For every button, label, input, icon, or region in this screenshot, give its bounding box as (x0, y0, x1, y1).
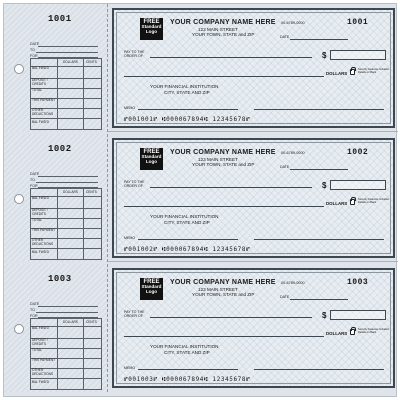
ledger-label: OTHER DEDUCTIONS (32, 108, 54, 116)
company-logo (140, 18, 163, 40)
stub-to-line[interactable] (36, 182, 98, 183)
security-features-text: Security Features Included. Details on Back. (358, 198, 390, 204)
ledger-cents-header: CENTS (86, 320, 97, 324)
payee-field[interactable] (150, 187, 312, 188)
micr-line: ⑈001003⑈ ⑆000067894⑆ 12345678⑈ (124, 376, 251, 383)
ledger-label: THIS PAYMENT (32, 228, 56, 232)
dollars-label: DOLLARS (326, 201, 348, 206)
ledger-label: THIS PAYMENT (32, 98, 56, 102)
memo-label: MEMO (124, 236, 136, 240)
bank-city: CITY, STATE AND ZIP (164, 350, 210, 355)
signature-field[interactable] (254, 239, 384, 240)
check-face (112, 8, 395, 128)
logo-line: Logo (145, 288, 158, 294)
security-features-text: Security Features Included. Details on Back. (358, 68, 390, 74)
company-city-state-zip: YOUR TOWN, STATE and ZIP (192, 162, 255, 167)
signature-field[interactable] (254, 109, 384, 110)
ledger-cents-header: CENTS (86, 60, 97, 64)
routing-fraction: 00-6789-0000 (281, 151, 305, 155)
pay-to-label-line: PAY TO THE (124, 50, 145, 54)
company-name: YOUR COMPANY NAME HERE (170, 279, 276, 286)
check-number: 1003 (347, 278, 369, 287)
bank-name: YOUR FINANCIAL INSTITUTION (150, 214, 219, 219)
stub-ledger (30, 318, 102, 390)
company-address: 123 MAIN STREET (198, 157, 238, 162)
ledger-row-divider (31, 378, 101, 379)
stub-ledger (30, 188, 102, 260)
binder-hole (14, 194, 24, 204)
stub-date-line[interactable] (38, 46, 98, 47)
payee-field[interactable] (150, 57, 312, 58)
ledger-label: THIS PAYMENT (32, 358, 56, 362)
stub-to-label: TO (30, 308, 35, 312)
pay-to-label-line: PAY TO THE (124, 180, 145, 184)
stub-to-line[interactable] (36, 52, 98, 53)
ledger-label: TOTAL (32, 218, 42, 222)
date-field[interactable] (290, 299, 348, 300)
dollar-sign: $ (322, 51, 327, 60)
logo-line: Logo (145, 28, 158, 34)
ledger-cents-header: CENTS (86, 190, 97, 194)
dollars-label: DOLLARS (326, 331, 348, 336)
stub-date-line[interactable] (38, 306, 98, 307)
stub-date-label: DATE (30, 302, 40, 306)
check-stub (4, 134, 108, 262)
binder-hole (14, 64, 24, 74)
check-row (4, 4, 398, 132)
stub-ledger (30, 58, 102, 130)
bank-city: CITY, STATE AND ZIP (164, 220, 210, 225)
amount-words-field[interactable] (124, 76, 324, 77)
logo-line: FREE (143, 149, 160, 155)
stub-date-label: DATE (30, 172, 40, 176)
ledger-label: BAL FWD'D (32, 326, 49, 330)
logo-line: Standard (141, 284, 162, 289)
bank-name: YOUR FINANCIAL INSTITUTION (150, 84, 219, 89)
ledger-label: OTHER DEDUCTIONS (32, 238, 54, 246)
dollar-sign: $ (322, 181, 327, 190)
ledger-row-divider (31, 248, 101, 249)
stub-number: 1003 (48, 274, 72, 284)
check-stub (4, 4, 108, 132)
check-stub (4, 264, 108, 392)
pay-to-label-line: ORDER OF (124, 54, 143, 58)
stub-number: 1002 (48, 144, 72, 154)
lock-icon (350, 69, 355, 75)
company-address: 123 MAIN STREET (198, 287, 238, 292)
logo-line: FREE (143, 19, 160, 25)
memo-field[interactable] (138, 109, 238, 110)
stub-for-label: FOR (30, 314, 38, 318)
lock-icon (350, 329, 355, 335)
ledger-dollars-header: DOLLARS (63, 320, 78, 324)
logo-line: Standard (141, 154, 162, 159)
company-name: YOUR COMPANY NAME HERE (170, 19, 276, 26)
routing-fraction: 00-6789-0000 (281, 21, 305, 25)
logo-line: FREE (143, 279, 160, 285)
pay-to-label-line: ORDER OF (124, 314, 143, 318)
date-label: DATE (280, 35, 290, 39)
check-row (4, 264, 398, 392)
date-label: DATE (280, 295, 290, 299)
ledger-label: DEPOSIT / CREDITS (32, 208, 48, 216)
amount-field[interactable] (330, 180, 386, 190)
ledger-dollars-header: DOLLARS (63, 60, 78, 64)
pay-to-label (124, 50, 145, 58)
bank-name: YOUR FINANCIAL INSTITUTION (150, 344, 219, 349)
stub-to-label: TO (30, 178, 35, 182)
dollars-label: DOLLARS (326, 71, 348, 76)
logo-line: Standard (141, 24, 162, 29)
company-city-state-zip: YOUR TOWN, STATE and ZIP (192, 292, 255, 297)
date-label: DATE (280, 165, 290, 169)
ledger-label: TOTAL (32, 88, 42, 92)
check-number: 1001 (347, 18, 369, 27)
company-logo (140, 148, 163, 170)
check-sheet (3, 3, 397, 397)
ledger-row-divider (31, 118, 101, 119)
payee-field[interactable] (150, 317, 312, 318)
ledger-label: DEPOSIT / CREDITS (32, 78, 48, 86)
amount-field[interactable] (330, 310, 386, 320)
dollar-sign: $ (322, 311, 327, 320)
check-number: 1002 (347, 148, 369, 157)
memo-label: MEMO (124, 366, 136, 370)
ledger-label: BAL FWD'D (32, 120, 49, 124)
pay-to-label (124, 310, 145, 318)
check-face (112, 138, 395, 258)
security-features-text: Security Features Included. Details on Back. (358, 328, 390, 334)
signature-field[interactable] (254, 369, 384, 370)
ledger-label: OTHER DEDUCTIONS (32, 368, 54, 376)
bank-city: CITY, STATE AND ZIP (164, 90, 210, 95)
company-logo (140, 278, 163, 300)
lock-icon (350, 199, 355, 205)
stub-for-label: FOR (30, 184, 38, 188)
logo-line: Logo (145, 158, 158, 164)
company-name: YOUR COMPANY NAME HERE (170, 149, 276, 156)
amount-words-field[interactable] (124, 206, 324, 207)
ledger-label: DEPOSIT / CREDITS (32, 338, 48, 346)
pay-to-label-line: PAY TO THE (124, 310, 145, 314)
stub-for-label: FOR (30, 54, 38, 58)
stub-to-line[interactable] (36, 312, 98, 313)
pay-to-label-line: ORDER OF (124, 184, 143, 188)
ledger-label: TOTAL (32, 348, 42, 352)
ledger-label: BAL FWD'D (32, 196, 49, 200)
date-field[interactable] (290, 39, 348, 40)
company-address: 123 MAIN STREET (198, 27, 238, 32)
memo-field[interactable] (138, 369, 238, 370)
amount-field[interactable] (330, 50, 386, 60)
stub-date-label: DATE (30, 42, 40, 46)
amount-words-field[interactable] (124, 336, 324, 337)
check-row (4, 134, 398, 262)
ledger-label: BAL FWD'D (32, 66, 49, 70)
stub-number: 1001 (48, 14, 72, 24)
binder-hole (14, 324, 24, 334)
date-field[interactable] (290, 169, 348, 170)
routing-fraction: 00-6789-0000 (281, 281, 305, 285)
ledger-dollars-header: DOLLARS (63, 190, 78, 194)
pay-to-label (124, 180, 145, 188)
memo-label: MEMO (124, 106, 136, 110)
ledger-label: BAL FWD'D (32, 380, 49, 384)
check-face (112, 268, 395, 388)
memo-field[interactable] (138, 239, 238, 240)
ledger-label: BAL FWD'D (32, 250, 49, 254)
company-city-state-zip: YOUR TOWN, STATE and ZIP (192, 32, 255, 37)
micr-line: ⑈001001⑈ ⑆000067894⑆ 12345678⑈ (124, 116, 251, 123)
stub-to-label: TO (30, 48, 35, 52)
micr-line: ⑈001002⑈ ⑆000067894⑆ 12345678⑈ (124, 246, 251, 253)
stub-date-line[interactable] (38, 176, 98, 177)
